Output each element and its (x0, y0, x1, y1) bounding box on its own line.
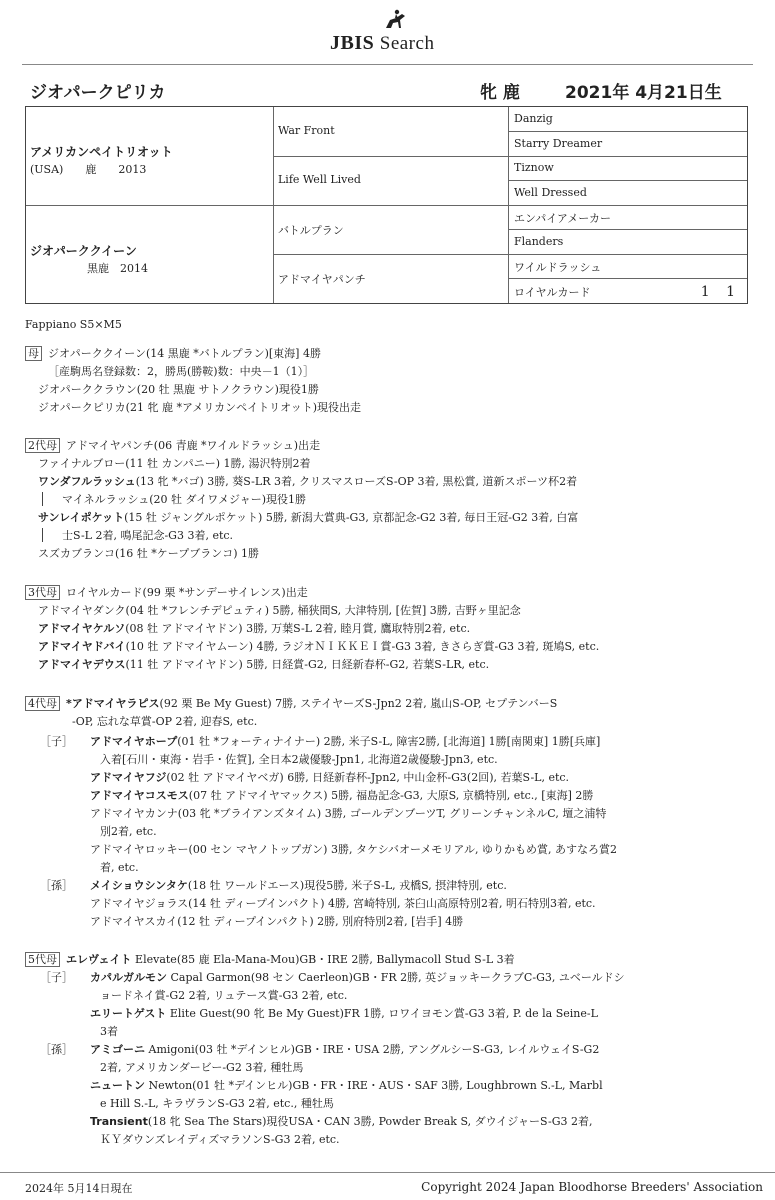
table-divider (508, 180, 747, 181)
g3-ancestor[interactable]: Flanders (514, 235, 564, 248)
section-label: 3代母 (25, 585, 60, 600)
g3-ancestor[interactable]: ワイルドラッシュ (514, 261, 602, 274)
sire-name[interactable]: アメリカンペイトリオット (30, 145, 173, 159)
child-tag: ［子］ (40, 735, 73, 748)
grandchild-tag: ［孫］ (40, 1043, 73, 1056)
branch-bar (42, 528, 43, 542)
horse-header (30, 78, 750, 102)
sire-meta: (USA) 鹿 2013 (30, 163, 147, 176)
sire-sire[interactable]: War Front (278, 124, 335, 137)
horse-name: ジオパークピリカ (30, 83, 166, 103)
g4-child: 着, etc. (100, 861, 139, 874)
header-divider (22, 64, 753, 65)
g4-child[interactable]: アドマイヤコスモス(07 牡 アドマイヤマックス) 5勝, 福島記念-G3, 大原S, 京橋特別, etc., [東海] 2勝 (90, 789, 594, 802)
g5-child: ョードネイ賞-G2 2着, リュテース賞-G3 2着, etc. (100, 989, 348, 1002)
g5-grandchild[interactable]: ニュートン Newton(01 牡 *デインヒル)GB・FR・IRE・AUS・SAF 3勝, Loughbrown S.-L, Marbl (90, 1079, 603, 1092)
footer-copyright: Copyright 2024 Japan Bloodhorse Breeders' Association (421, 1180, 763, 1194)
table-divider (508, 229, 747, 230)
dam-sire[interactable]: バトルプラン (278, 224, 344, 237)
g2-line[interactable]: スズカブランコ(16 牡 *ケープブランコ) 1勝 (38, 547, 260, 560)
g4-child: 別2着, etc. (100, 825, 157, 838)
table-divider (26, 205, 747, 206)
section-label: 4代母 (25, 696, 60, 711)
g4-child[interactable]: アドマイヤフジ(02 牡 アドマイヤベガ) 6勝, 日経新春杯-Jpn2, 中山金杯-G3(2回), 若葉S-L, etc. (90, 771, 570, 784)
g3-ancestor[interactable]: Starry Dreamer (514, 137, 603, 150)
g4-child: 入着[石川・東海・岩手・佐賀], 全日本2歳優駿-Jpn1, 北海道2歳優駿-Jpn3, etc. (100, 753, 498, 766)
dam-section-head: 母 ジオパーククイーン(14 黒鹿 *バトルプラン)[東海] 4勝 (25, 346, 321, 362)
sex-color: 牝 鹿 (480, 83, 520, 103)
grandchild-tag: ［孫］ (40, 879, 73, 892)
g3-line[interactable]: アドマイヤデウス(11 牡 アドマイヤドン) 5勝, 日経賞-G2, 日経新春杯-G2, 若葉S-LR, etc. (38, 658, 490, 671)
dam-section-line: ［産駒馬名登録数：2，勝馬(勝鞍)数：中央－1（1）］ (48, 365, 315, 378)
footer-divider (0, 1172, 775, 1173)
dam-section-line[interactable]: ジオパーククラウン(20 牡 黒鹿 サトノクラウン)現役1勝 (38, 383, 319, 396)
g4-child[interactable]: アドマイヤロッキー(00 セン マヤノトップガン) 3勝, タケシバオーメモリアル, ゆりかもめ賞, あすなろ賞2 (90, 843, 617, 856)
footer-date: 2024年 5月14日現在 (25, 1182, 133, 1195)
g2-line[interactable]: ファイナルブロー(11 牡 カンパニー) 1勝, 湯沢特別2着 (38, 457, 311, 470)
logo-text: JBIS Search (330, 32, 435, 54)
g5-grandchild: 2着, アメリカンダービー-G2 3着, 種牡馬 (100, 1061, 304, 1074)
g5-section-head: 5代母 エレヴェイト Elevate(85 鹿 Ela-Mana-Mou)GB・IRE 2勝, Ballymacoll Stud S-L 3着 (25, 952, 515, 968)
sire-cell[interactable] (30, 143, 173, 177)
dam-dam[interactable]: アドマイヤパンチ (278, 273, 366, 286)
g4-grandchild[interactable]: アドマイヤジョラス(14 牡 ディープインパクト) 4勝, 宮崎特別, 茶臼山高原特別2着, 明石特別3着, etc. (90, 897, 596, 910)
g4-child[interactable]: アドマイヤホープ(01 牡 *フォーティナイナー) 2勝, 米子S-L, 障害2勝, [北海道] 1勝[南関東] 1勝[兵庫] (90, 735, 601, 748)
sire-dam[interactable]: Life Well Lived (278, 173, 361, 186)
dam-name[interactable]: ジオパーククイーン (30, 244, 137, 258)
g3-line[interactable]: アドマイヤケルソ(08 牡 アドマイヤドン) 3勝, 万葉S-L 2着, 睦月賞, 鷹取特別2着, etc. (38, 622, 471, 635)
table-divider (273, 254, 747, 255)
section-label: 母 (25, 346, 42, 361)
corner-number: 1 1 (700, 284, 741, 300)
g3-ancestor[interactable]: ロイヤルカード (514, 286, 591, 299)
dam-cell[interactable] (30, 242, 148, 276)
g4-child[interactable]: アドマイヤカンナ(03 牝 *ブライアンズタイム) 3勝, ゴールデンブーツT, グリーンチャンネルC, 壇之浦特 (90, 807, 607, 820)
g3-ancestor[interactable]: Danzig (514, 112, 553, 125)
g5-grandchild: e Hill S.-L, キラヴランS-G3 2着, etc., 種牡馬 (100, 1097, 334, 1110)
table-divider (273, 156, 747, 157)
horse-rider-icon (382, 8, 408, 32)
g5-child[interactable]: エリートゲスト Elite Guest(90 牝 Be My Guest)FR 1勝, ロワイヨモン賞-G3 3着, P. de la Seine-L (90, 1007, 598, 1020)
g2-line[interactable]: マイネルラッシュ(20 牡 ダイワメジャー)現役1勝 (62, 493, 307, 506)
dam-meta: 黒鹿 2014 (87, 262, 148, 275)
g5-grandchild[interactable]: Transient(18 牝 Sea The Stars)現役USA・CAN 3勝, Powder Break S, ダウイジャーS-G3 2着, (90, 1115, 593, 1128)
dam-section-line[interactable]: ジオパークピリカ(21 牝 鹿 *アメリカンペイトリオット)現役出走 (38, 401, 362, 414)
birth-date: 2021年 4月21日生 (565, 83, 722, 103)
child-tag: ［子］ (40, 971, 73, 984)
g4-grandchild[interactable]: メイショウシンタケ(18 牡 ワールドエース)現役5勝, 米子S-L, 戎橋S, 摂津特別, etc. (90, 879, 507, 892)
g5-grandchild[interactable]: アミゴーニ Amigoni(03 牡 *デインヒル)GB・IRE・USA 2勝, アングルシーS-G3, レイルウェイS-G2 (90, 1043, 600, 1056)
g4-line: -OP, 忘れな草賞-OP 2着, 迎春S, etc. (72, 715, 258, 728)
g3-ancestor[interactable]: Well Dressed (514, 186, 587, 199)
g3-line[interactable]: アドマイヤダンク(04 牡 *フレンチデピュティ) 5勝, 桶狭間S, 大津特別, [佐賀] 3勝, 吉野ヶ里記念 (38, 604, 521, 617)
g5-child[interactable]: カパルガルモン Capal Garmon(98 セン Caerleon)GB・FR 2勝, 英ジョッキークラブC-G3, ユベールドシ (90, 971, 625, 984)
inbreeding-note: Fappiano S5×M5 (25, 318, 122, 331)
section-label: 2代母 (25, 438, 60, 453)
branch-bar (42, 492, 43, 506)
g3-ancestor[interactable]: Tiznow (514, 161, 554, 174)
table-divider (508, 131, 747, 132)
g2-line[interactable]: ワンダフルラッシュ(13 牝 *バゴ) 3勝, 葵S-LR 3着, クリスマスローズS-OP 3着, 黒松賞, 道新スポーツ杯2着 (38, 475, 578, 488)
g2-line: 士S-L 2着, 鳴尾記念-G3 3着, etc. (62, 529, 234, 542)
g3-section-head: 3代母 ロイヤルカード(99 栗 *サンデーサイレンス)出走 (25, 585, 308, 601)
g2-line[interactable]: サンレイポケット(15 牡 ジャングルポケット) 5勝, 新潟大賞典-G3, 京都記念-G2 3着, 毎日王冠-G2 3着, 白富 (38, 511, 579, 524)
table-divider (508, 278, 747, 279)
g4-section-head: 4代母 *アドマイヤラピス(92 栗 Be My Guest) 7勝, ステイヤーズS-Jpn2 2着, 嵐山S-OP, セプテンバーS (25, 696, 557, 712)
pedigree-table (25, 106, 748, 304)
g5-grandchild: ＫＹダウンズレイディズマラソンS-G3 2着, etc. (100, 1133, 340, 1146)
jbis-logo[interactable] (330, 8, 460, 58)
section-label: 5代母 (25, 952, 60, 967)
g3-ancestor[interactable]: エンパイアメーカー (514, 212, 612, 225)
g3-line[interactable]: アドマイヤドバイ(10 牡 アドマイヤムーン) 4勝, ラジオＮＩＫＫＥＩ賞-G3 3着, きさらぎ賞-G3 3着, 斑鳩S, etc. (38, 640, 600, 653)
g2-section-head: 2代母 アドマイヤパンチ(06 青鹿 *ワイルドラッシュ)出走 (25, 438, 320, 454)
g5-child: 3着 (100, 1025, 118, 1038)
g4-grandchild[interactable]: アドマイヤスカイ(12 牡 ディープインパクト) 2勝, 別府特別2着, [岩手] 4勝 (90, 915, 464, 928)
